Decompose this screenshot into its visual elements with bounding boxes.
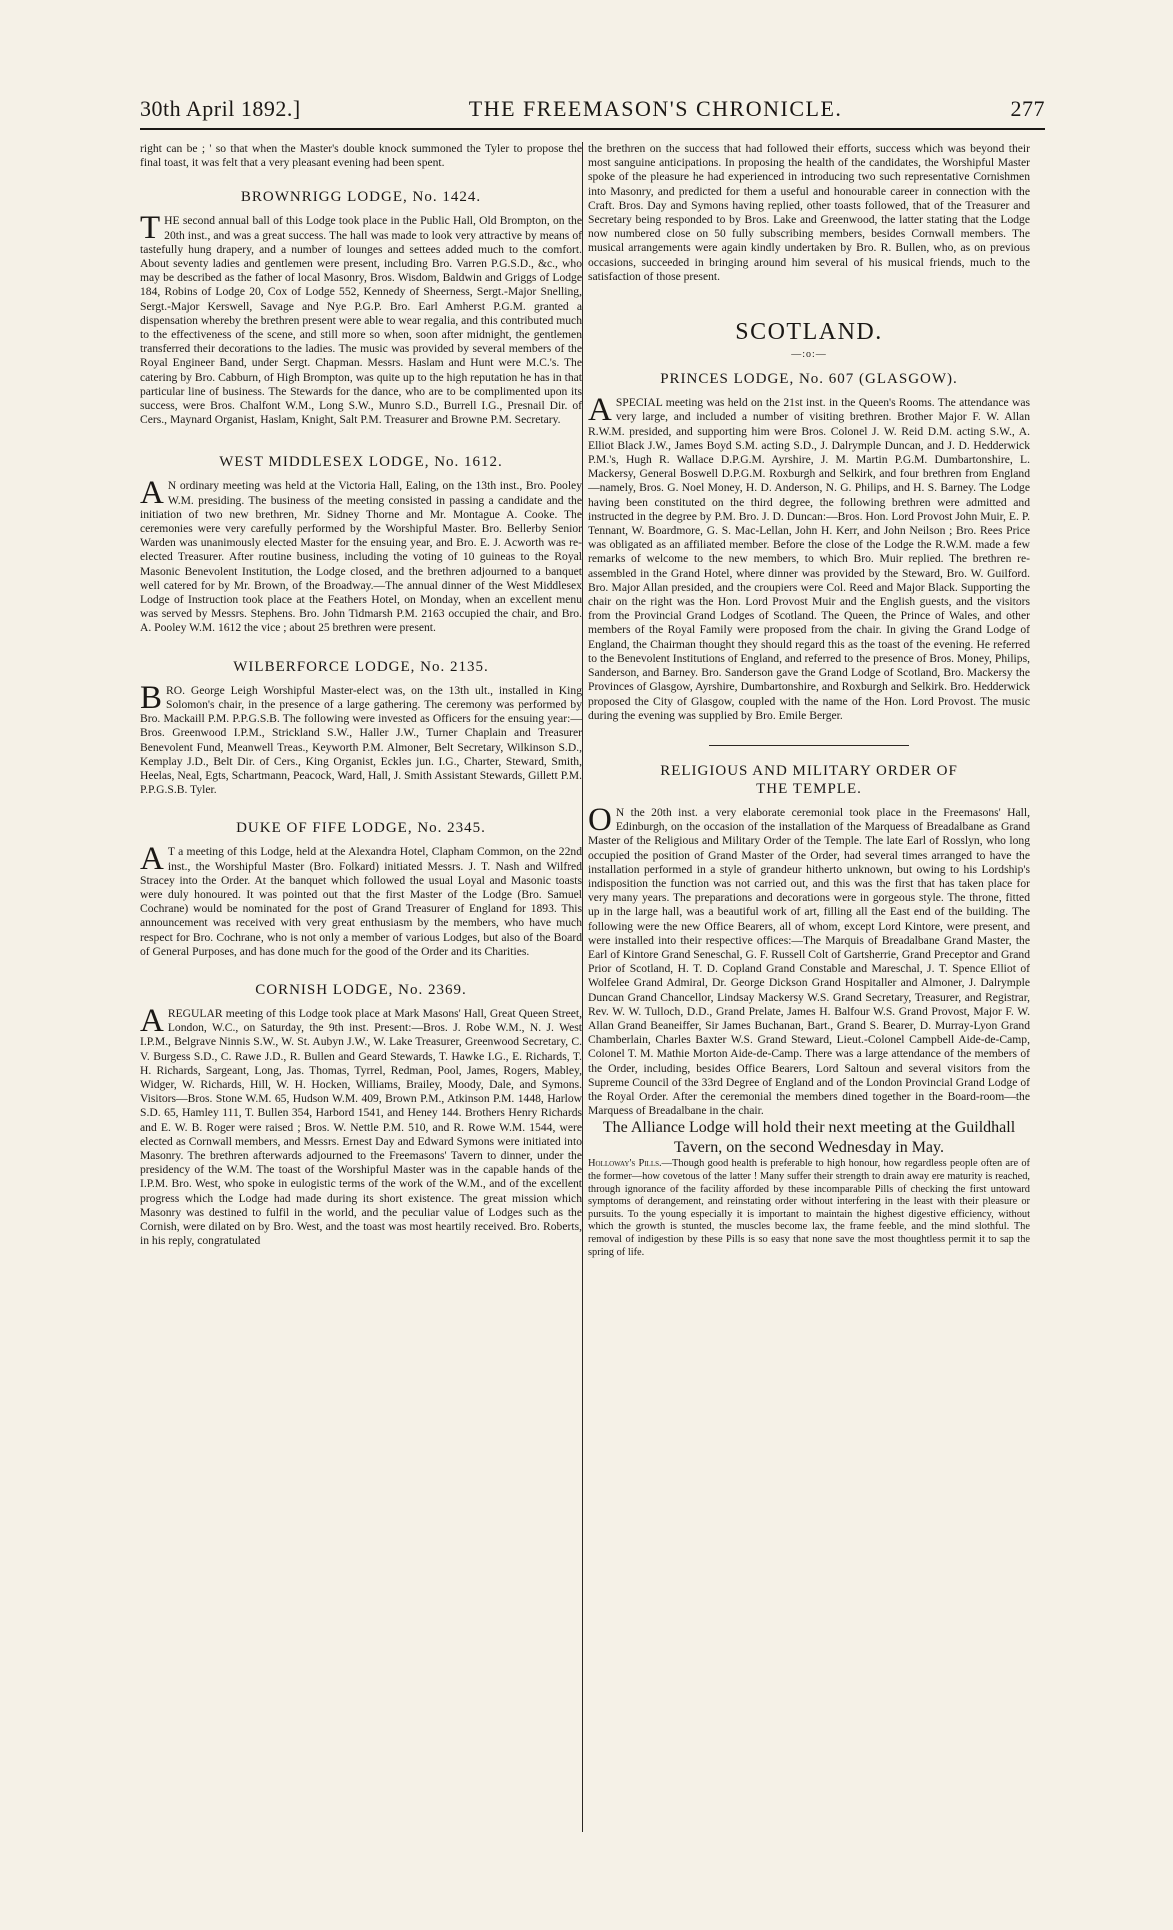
advert-lead: Holloway's Pills.	[588, 1158, 662, 1170]
drop-cap: A	[588, 392, 612, 429]
article-princes	[588, 370, 1030, 723]
article-body	[140, 841, 582, 959]
article-brownrigg	[140, 188, 582, 427]
article-heading	[588, 762, 1030, 798]
article-heading: DUKE OF FIFE LODGE, No. 2345.	[236, 820, 486, 837]
section-scotland	[588, 318, 1030, 362]
section-ornament: —:o:—	[791, 349, 827, 361]
continued-text: right can be ; ' so that when the Master's double knock summoned the Tyler to propose the final toast, it was felt that a very pleasant evening had been spent.	[140, 142, 582, 170]
page-number: 277	[1010, 96, 1045, 121]
page-header	[140, 96, 1045, 126]
article-text: HE second annual ball of this Lodge took place in the Public Hall, Old Brompton, on the 20th inst., and was a great success. The hall was made to look very attractive by means of tastefully hung drapery, and a number of lounges and settees added much to the comfort. About seventy ladies and gentlemen were present, including Bro. Varren P.G.S.D., &c., who may be described as the father of local Masonry, Bros. Wisdom, Baldwin and Griggs of Lodge 184, Robins of Lodge 20, Cox of Lodge 552, Kennedy of Sheerness, Sergt.-Major Snelling, Sergt.-Major Kerswell, Savage and Nye P.G.P. Bro. Earl Amherst P.G.M. granted a dispensation whereby the brethren present were able to wear regalia, and this contributed much to the effectiveness of the scene, and still more so when, soon after midnight, the gentlemen transferred their decorations to the ladies. The music was provided by several members of the Royal Engineer Band, under Sergt. Chapman. Messrs. Haslam and Hunt were M.C.'s. The catering by Bro. Cabburn, of High Brompton, was quite up to the high reputation he has in that particular line of business. The Stewards for the dance, who are to be complimented upon its success, were Bros. Chalfont W.M., Long S.W., Munro S.D., Burrell I.G., Presnail Dir. of Cers., Maynard Organist, Haslam, Knight, Salt P.M. Treasurer and Browne P.M. Secretary.	[140, 214, 582, 427]
article-west-middlesex	[140, 453, 582, 635]
advertisement	[588, 1158, 1030, 1259]
drop-cap: O	[588, 801, 612, 838]
article-text: RO. George Leigh Worshipful Master-elect was, on the 13th ult., installed in King Solomon's chair, in the presence of a large gathering. The ceremony was performed by Bro. Mackaill P.M. P.P.G.S.B. The following were invested as Officers for the ensuing year:—Bros. Greenwood I.P.M., Strickland S.W., Haller J.W., Turner Chaplain and Treasurer Benevolent Fund, Meanwell Treas., Keyworth P.M. Almoner, Belt Secretary, Wilkinson S.D., Kemplay J.D., Belt Dir. of Cers., King Organist, Eckles jun. I.G., Charter, Steward, Smith, Heelas, Neal, Egts, Schartmann, Peacock, Ward, Hall, J. Smith Assistant Stewards, Gillett P.M. P.P.G.S.B. Tyler.	[140, 683, 582, 797]
article-wilberforce	[140, 658, 582, 798]
advert-text: —Though good health is preferable to high honour, how regardless people often are of the former—how covetous of the latter ! Many suffer their strength to drain away ere maturity is reached, through ignorance of the facility afforded by these incomparable Pills of checking the first untoward symptoms of derangement, and reinstating order without interfering in the least with their pleasure or pursuits. To the young especially it is important to maintain the highest digestive efficiency, without which the growth is stunted, the muscles become lax, the frame feeble, and the mind slothful. The removal of indigestion by these Pills is so easy that none save the most thoughtless permit it to sap the spring of life.	[588, 1158, 1030, 1258]
drop-cap: A	[140, 1002, 164, 1039]
drop-cap: B	[140, 679, 163, 716]
column-divider	[582, 142, 583, 1832]
article-heading: CORNISH LODGE, No. 2369.	[255, 981, 467, 998]
article-duke-of-fife	[140, 819, 582, 959]
header-date: 30th April 1892.]	[140, 96, 301, 121]
article-body	[140, 475, 582, 635]
header-rule	[140, 128, 1045, 130]
section-rule	[709, 745, 909, 746]
left-column	[140, 142, 582, 1248]
article-body	[588, 392, 1030, 723]
article-text: REGULAR meeting of this Lodge took place at Mark Masons' Hall, Great Queen Street, London, W.C., on Saturday, the 9th inst. Present:—Bros. J. Robe W.M., N. J. West I.P.M., Belgrave Ninnis S.W., W. St. Aubyn J.W., W. Lake Treasurer, Greenwood Secretary, C. V. Burgess S.D., C. Rawe J.D., R. Bullen and Geard Stewards, T. Hawke I.G., E. Richards, T. H. Richards, Sargeant, Long, Jas. Thomas, Tyrrel, Redman, Pool, James, Rogers, Mabley, Widger, W. Richards, Hill, W. H. Hocken, Williams, Brailey, Moody, Dale, and Symons. Visitors—Bros. Stone W.M. 65, Hudson W.M. 409, Brown P.M., Atkinson P.M. 1448, Harlow S.D. 65, Hamley 111, T. Bullen 354, Harbord 1541, and Heney 144. Brothers Henry Richards and E. W. B. Roger were raised ; Bros. W. Nettle P.M. 510, and R. Rowe W.M. 1544, were elected as Cornwall members, and Messrs. Ernest Day and Edward Symons were initiated into Masonry. The brethren afterwards adjourned to the Freemasons' Tavern to dinner, under the presidency of the W.M. The toast of the Worshipful Master was in the capable hands of the I.P.M. Bro. West, who spoke in eulogistic terms of the work of the W.M., and of the excellent progress which the Lodge had made during its short existence. The great mission which Masonry was destined to fulfil in the world, and the peculiar value of Lodges such as the Cornish, were dilated on by Bro. West, and the toast was most heartily received. Bro. Roberts, in his reply, congratulated	[140, 1006, 582, 1248]
article-text: N the 20th inst. a very elaborate ceremonial took place in the Freemasons' Hall, Edinburgh, on the occasion of the installation of the Marquess of Breadalbane as Grand Master of the Religious and Military Order of the Temple. The late Earl of Rosslyn, who long occupied the position of Grand Master of the Order, had several times arranged to have the installation performed in a style of grandeur hitherto unknown, but owing to his Lordship's indisposition the function was not carried out, and this was the first that has taken place for very many years. The preparations and decorations were in gorgeous style. The throne, fitted up in the large hall, was a beautiful work of art, filling all the East end of the building. The following were the new Office Bearers, all of whom, except Lord Kintore, were present, and were installed into their respective offices:—The Marquis of Breadalbane Grand Master, the Earl of Kintore Grand Seneschal, G. F. Russell Colt of Gartsherrie, Grand Preceptor and Grand Prior of Scotland, H. T. D. Copland Grand Constable and Mareschal, J. T. Spence Elliot of Wolfelee Grand Admiral, Dr. George Dickson Grand Hospitaller and Almoner, J. Dalrymple Duncan Grand Chancellor, Lindsay Mackersy W.S. Grand Secretary, Treasurer, and Registrar, Rev. W. W. Tulloch, D.D., Grand Prelate, James H. Balfour W.S. Grand Provost, Major F. W. Allan Grand Beaneiffer, Sir James Buchanan, Bart., Grand S. Bearer, D. Murray-Lyon Grand Chamberlain, Charles Baxter W.S. Grand Steward, Lieut.-Colonel Campbell Aide-de-Camp, Colonel T. M. Mathie Morton Aide-de-Camp. There was a large attendance of the members of the Order, including, besides Office Bearers, Lord Saltoun and several visitors from the Supreme Council of the 33rd Degree of England and of the London Provincial Grand Lodge of the Royal Order. After the ceremonial the members dined together in the Board-room—the Marquess of Breadalbane in the chair.	[588, 805, 1030, 1118]
lodge-notice: The Alliance Lodge will hold their next meeting at the Guildhall Tavern, on the second Wednesday in May.	[602, 1119, 1016, 1157]
article-cornish	[140, 981, 582, 1248]
article-body	[140, 1002, 582, 1248]
drop-cap: T	[140, 210, 161, 247]
article-heading: PRINCES LODGE, No. 607 (GLASGOW).	[660, 371, 958, 388]
article-text: N ordinary meeting was held at the Victoria Hall, Ealing, on the 13th inst., Bro. Pooley W.M. presiding. The business of the meeting consisted in passing a candidate and the initiation of two new brethren, Mr. Sidney Thorne and Mr. Montague A. Cooke. The ceremonies were very carefully performed by the Worshipful Master. Bro. Bellerby Senior Warden was unanimously elected Master for the ensuing year, and Bro. E. J. Acworth was re-elected Treasurer. After routine business, including the voting of 10 guineas to the Royal Masonic Benevolent Institution, the Lodge closed, and the brethren adjourned to a banquet well catered for by Mr. Brown, of the Broadway.—The annual dinner of the West Middlesex Lodge of Instruction took place at the Feathers Hotel, on Monday, when an excellent menu was served by Messrs. Stephens. Bro. John Tidmarsh P.M. 2163 occupied the chair, and Bro. A. Pooley W.M. 1612 the vice ; about 25 brethren were present.	[140, 479, 582, 635]
drop-cap: A	[140, 475, 164, 512]
section-heading: SCOTLAND.	[735, 319, 883, 346]
drop-cap: A	[140, 841, 164, 878]
article-heading: WILBERFORCE LODGE, No. 2135.	[233, 658, 489, 675]
heading-line: RELIGIOUS AND MILITARY ORDER OF	[660, 762, 958, 779]
heading-line: THE TEMPLE.	[756, 780, 862, 797]
article-text: T a meeting of this Lodge, held at the Alexandra Hotel, Clapham Common, on the 22nd inst., the Worshipful Master (Bro. Folkard) initiated Messrs. J. T. Nash and Wilfred Stracey into the Order. At the banquet which followed the usual Loyal and Masonic toasts were duly honoured. It was pointed out that the first Master of the Lodge (Bro. Samuel Cochrane) would be nominated for the post of Grand Treasurer of England for 1893. This announcement was received with very great enthusiasm by the members, who have much respect for Bro. Cochrane, who is not only a member of various Lodges, but also of the Board of General Purposes, and has done much for the good of the Order and its Charities.	[140, 845, 582, 958]
article-body	[588, 801, 1030, 1118]
continued-text: the brethren on the success that had followed their efforts, success which was beyond their most sanguine anticipations. In proposing the health of the candidates, the Worshipful Master spoke of the pleasure he had experienced in introducing two such representative Cornishmen into Masonry, and predicted for them a useful and honourable career in connection with the Craft. Bros. Day and Symons having replied, other toasts followed, that of the Treasurer and Secretary being responded to by Bros. Lake and Greenwood, the latter stating that the Lodge now numbered close on 50 fully subscribing members, besides Cornwall members. The musical arrangements were again kindly undertaken by Bro. R. Bullen, who, as on previous occasions, succeeded in bringing around him several of his musical friends, much to the satisfaction of those present.	[588, 142, 1030, 283]
article-heading: WEST MIDDLESEX LODGE, No. 1612.	[219, 454, 503, 471]
article-body	[140, 679, 582, 798]
article-body	[140, 210, 582, 427]
right-column	[588, 142, 1030, 1259]
article-heading: BROWNRIGG LODGE, No. 1424.	[240, 189, 482, 206]
publication-title: THE FREEMASON'S CHRONICLE.	[468, 96, 843, 121]
article-text: SPECIAL meeting was held on the 21st inst. in the Queen's Rooms. The attendance was very large, and included a number of visiting brethren. Brother Major F. W. Allan R.W.M. presided, and supporting him were Bros. Colonel J. W. Reid D.M. acting S.W., A. Elliot Black J.W., James Boyd S.M. acting S.D., J. Dalrymple Duncan, and J. D. Hedderwick P.M.'s, Hugh R. Wallace D.P.G.M. Ayrshire, J. M. Martin P.G.M. Dumbartonshire, L. Mackersy, General Boswell D.P.G.M. Roxburgh and Selkirk, and four brethren from England—namely, Bros. G. Noel Money, H. D. Anderson, N. G. Philips, and H. S. Barney. The Lodge having been constituted on the third degree, the following brethren were admitted and instructed in the degree by P.M. Bro. J. D. Duncan:—Bros. Hon. Lord Provost John Muir, E. P. Tennant, W. Boardmore, G. S. Mac-Lellan, John H. Kerr, and John Neilson ; Bro. Rees Price was obligated as an affiliated member. Before the close of the Lodge the R.W.M. made a few remarks of welcome to the new members, to which Bro. Muir replied. The brethren re-assembled in the Grand Hotel, where dinner was provided by the Steward, Bro. W. Guilford. Bro. Major Allan presided, and the croupiers were Col. Reed and Major Black. Supporting the chair on the right was the Hon. Lord Provost Muir and the English guests, and the visitors from the Provincial Grand Lodges of Scotland. The Queen, the Prince of Wales, and other members of the Royal Family were proposed from the chair. In giving the Grand Lodge of England, the Chairman thought they should regard this as the toast of the evening. He referred to the Benevolent Institutions of England, and referred to the presence of Bros. Money, Philips, Sanderson, and Barney. Bro. Sanderson gave the Grand Lodge of Scotland, Bro. Mackersy the Provinces of Glasgow, Ayrshire, Dumbartonshire, and Roxburgh and Selkirk. Bro. Hedderwick proposed the City of Glasgow, coupled with the name of the Hon. Lord Provost. The music during the evening was supplied by Bro. Emile Berger.	[588, 396, 1030, 722]
article-temple	[588, 762, 1030, 1118]
